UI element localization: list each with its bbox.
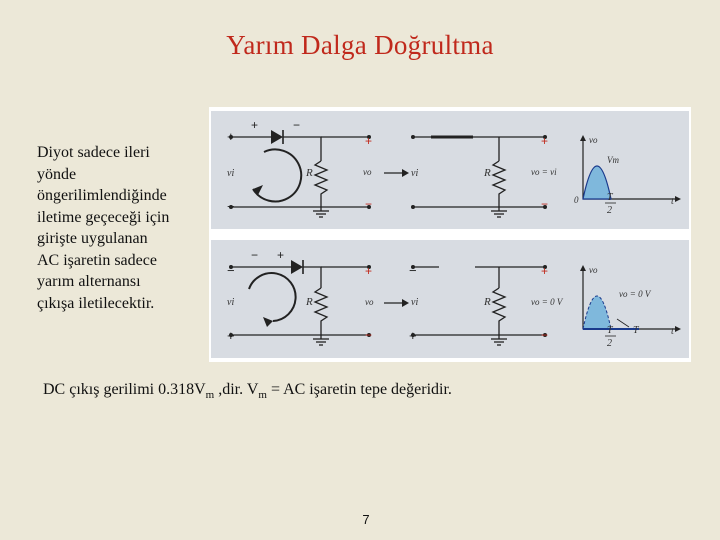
resistor-label: R [306, 296, 313, 308]
t-half-numer: T [607, 325, 613, 336]
body-line: çıkışa iletilecektir. [37, 294, 155, 312]
output-plus: + [365, 264, 373, 278]
rectifier-figure [209, 107, 691, 362]
dc-text-part: DC çıkış gerilimi 0.318V [43, 381, 206, 398]
vo-zero-label: vo = 0 V [619, 289, 651, 299]
vm-label: Vm [607, 155, 619, 165]
vo-equation: vo = vi [531, 167, 557, 177]
input-plus: + [409, 328, 417, 343]
vi-label: vi [411, 168, 419, 179]
dc-text-part: ,dir. V [214, 381, 259, 398]
input-plus: + [227, 328, 235, 343]
t-full-label: T [633, 325, 639, 336]
body-line: Diyot sadece ileri [37, 144, 150, 161]
output-plus: + [365, 134, 373, 148]
body-line: girişte uygulanan [37, 230, 148, 247]
body-line: yönde [37, 165, 77, 183]
top-panel [211, 111, 689, 229]
dc-output-statement [43, 381, 703, 401]
t-half-denom: 2 [607, 338, 612, 349]
input-plus: + [227, 129, 235, 144]
t-half-denom: 2 [607, 205, 612, 216]
t-half-numer: T [607, 192, 613, 203]
output-minus: − [541, 197, 549, 211]
resistor-label: R [484, 296, 491, 308]
vi-label: vi [411, 297, 419, 308]
axis-vo-label: vo [589, 265, 598, 275]
body-line: iletime geçeceği için [37, 208, 170, 226]
output-minus: − [541, 328, 549, 342]
axis-vo-label: vo [589, 135, 598, 145]
diode-plus: + [251, 118, 259, 132]
resistor-label: R [484, 167, 491, 179]
time-axis-label: t [671, 326, 674, 337]
body-line: yarım alternansı [37, 273, 141, 290]
input-minus: − [227, 263, 235, 278]
rectifier-diagram [209, 107, 691, 362]
output-minus: − [365, 328, 373, 342]
vo-label: vo [363, 167, 372, 177]
diode-minus: − [251, 248, 259, 262]
time-axis-label: t [671, 196, 674, 207]
input-minus: − [227, 199, 235, 214]
diode-minus: − [293, 118, 301, 132]
resistor-label: R [306, 167, 313, 179]
page-number: 7 [362, 512, 370, 527]
body-paragraph [37, 142, 207, 314]
dc-subscript: m [205, 389, 215, 402]
diode-plus: + [277, 248, 285, 262]
output-plus: + [541, 264, 549, 278]
origin-label: 0 [574, 195, 579, 205]
output-minus: − [365, 197, 373, 211]
body-line: öngerilimlendiğinde [37, 187, 167, 204]
vo-label: vo [365, 297, 374, 307]
vi-label: vi [227, 297, 235, 308]
output-plus: + [541, 134, 549, 148]
slide-title: Yarım Dalga Doğrultma [226, 30, 494, 60]
dc-text-part: = AC işaretin tepe değeridir. [266, 381, 452, 398]
input-minus: − [409, 263, 417, 278]
dc-subscript: m [258, 389, 267, 402]
vo-equation: vo = 0 V [531, 297, 563, 307]
body-line: AC işaretin sadece [37, 251, 157, 269]
vi-label: vi [227, 168, 235, 179]
